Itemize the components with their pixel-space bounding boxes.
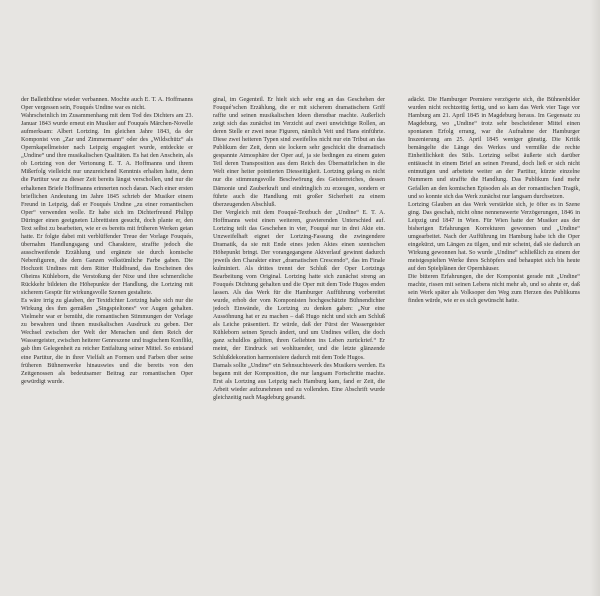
text-column-3 — [408, 96, 580, 592]
paragraph: Die bitteren Erfahrungen, die der Komponist gerade mit „Undine“ machte, rissen mit seinen Lebens nicht mehr ab, und so ahnte er, daß sein Werk später als Volksoper den Weg zum Herzen des Publikums finden würde, wie er es sich gewünscht hatte. — [408, 274, 580, 305]
paragraph: adäckt. Die Hamburger Premiere verzögerte sich, die Bühnenbilder wurden nicht rechtzeitig fertig, und so kam das Werk vier Tage vor Hamburg am 21. April 1845 in Magdeburg heraus. Im Gegensatz zu Magdeburg, wo „Undine“ trotz sehr bescheidener Mittel einen spontanen Erfolg errang, war die Aufnahme der Hamburger Inszenierung am 25. April 1845 weniger günstig. Die Kritik bemängelte die Länge des Werkes und vermißte die rechte Einheitlichkeit des Stils. Lortzing selbst äußerte sich darüber enttäuscht in einem Brief an seinen Freund, doch ließ er sich nicht entmutigen und arbeitete weiter an der Partitur, kürzte einzelne Nummern und straffte die Handlung. Das Publikum fand mehr Gefallen an den komischen Episoden als an der romantischen Tragik, und so konnte sich das Werk zunächst nur langsam durchsetzen. — [408, 97, 580, 200]
paragraph: Lortzing Glauben an das Werk verstärkte sich, je öfter es in Szene ging. Das geschah, nicht ohne nennenswerte Verzögerungen, 1846 in Leipzig und 1847 in Wien. Für Wien hatte der Musiker aus der bisherigen Erfahrungen Korrekturen gewonnen und „Undine“ umgearbeitet. Nach der Aufführung im Hamburg habe ich die Oper eingekürzt, um Längen zu tilgen, und mir scheint, daß sie dadurch an Wirkung gewonnen hat. So wurde „Undine“ schließlich zu einem der meistgespielten Werke ihres Schöpfers und behauptet sich bis heute auf den Spielplänen der Opernhäuser. — [408, 201, 580, 272]
text-column-1 — [21, 96, 193, 592]
text-column-2 — [213, 96, 385, 592]
paragraph: Es wäre irrig zu glauben, der Textdichter Lortzing habe sich nur die Wirkung des ihm gemäßen „Singspieltones“ vor Augen gehalten. Vielmehr war er bemüht, die romantischen Stimmungen der Vorlage zu bewahren und ihnen musikalischen Ausdruck zu geben. Der Wechsel zwischen der Welt der Menschen und dem Reich der Wassergeister, zwischen heiterer Genreszene und tragischem Konflikt, gab ihm Gelegenheit zu reicher Entfaltung seiner Mittel. So entstand eine Partitur, die in ihrer Vielfalt an Formen und Farben über seine früheren Bühnenwerke hinauswies und die bereits von den Zeitgenossen als bedeutsamer Beitrag zur romantischen Oper gewürdigt wurde. — [21, 298, 193, 385]
paragraph: Damals sollte „Undine“ ein Sehnsuchtswerk des Musikers werden. Es begann mit der Komposition, die nur langsam Fortschritte machte. Erst als Lortzing aus Leipzig nach Hamburg kam, fand er Zeit, die Arbeit wieder aufzunehmen und zu vollenden. Eine Abschrift wurde gleichzeitig nach Magdeburg gesandt. — [213, 362, 385, 401]
paragraph: der Ballettbühne wieder verbannen. Mochte auch E. T. A. Hoffmanns Oper vergessen sein, Fouqués Undine war es nicht. — [21, 97, 193, 112]
page-edge-shadow — [590, 0, 600, 596]
paragraph: Wahrscheinlich im Zusammenhang mit dem Tod des Dichters am 23. Januar 1843 wurde erneut ein Musiker auf Fouqués Märchen-Novelle aufmerksam: Albert Lortzing. Im gleichen Jahre 1843, da der Komponist von „Zar und Zimmermann“ oder des „Wildschütz“ als Opernkapellmeister nach Leipzig engagiert wurde, entdeckte er „Undine“ und ihre musikalischen Qualitäten. Es hat den Anschein, als ob Lortzing von der Vertonung E. T. A. Hoffmanns und ihrem Mißerfolg vielleicht nur unzureichend Kenntnis erhalten hatte, denn die Partitur war zu dieser Zeit bereits längst verschollen, und nur die erhaltenen Briefe Hoffmanns erinnerten noch daran. Nach einer ersten brieflichen Andeutung im Jahre 1845 schrieb der Musiker einem Freund in Leipzig, daß er Fouqués Undine „zu einer romantischen Oper“ verwenden wolle. Er habe sich im Dichterfreund Philipp Düringer einen geeigneten Librettisten gesucht, doch plante er, den Text selbst zu bearbeiten, wie er es bereits mit früheren Werken getan hatte. Er folgte dabei mit verblüffender Treue der Vorlage Fouqués, übernahm Handlungsgang und Charaktere, straffte jedoch die ausschweifende Erzählung und ergänzte sie durch komische Nebenfiguren, die dem Ganzen volkstümliche Farbe gaben. Die Hochzeit Undines mit dem Ritter Huldbrand, das Erscheinen des Oheims Kühleborn, die Verstoßung der Nixe und ihre schmerzliche Rückkehr bildeten die Höhepunkte der Handlung, die Lortzing mit sicherem Gespür für wirkungsvolle Szenen gestaltete. — [21, 113, 193, 297]
paragraph: ginal, im Gegenteil. Er hielt sich sehr eng an das Geschehen der Fouqué’schen Erzählung, die er mit sicherem dramatischem Griff raffte und seinen musikalischen Ideen dienstbar machte. Außerlich zeigt sich das zunächst im Verzicht auf zwei unwichtige Rollen, an deren Stelle er zwei neue Figuren, nämlich Veit und Hans einführte. Diese zwei heiteren Typen sind zweifellos nicht nur ein Tribut an das Publikum der Zeit, denn sie lockern sehr geschickt die dramatisch gespannte Atmosphäre der Oper auf, ja sie bedingen zu einem guten Teil deren Transposition aus dem Reich des Übernatürlichen in die Welt einer heiter pointierten Diesseitigkeit. Lortzing gelang es nicht nur die stimmungsvolle Beschwörung des Geisterreiches, dessen Dämonie und Zauberkraft und eindringlich zu erzeugen, sondern er führte auch die Handlung mit großer Sicherheit zu einem überzeugenden Abschluß. — [213, 97, 385, 208]
paragraph: Der Vergleich mit dem Fouqué-Textbuch der „Undine“ E. T. A. Hoffmanns weist einen weiteren, gravierenden Unterschied auf. Lortzing teilt das Geschehen in vier, Fouqué nur in drei Akte ein. Unzweifelhaft eignet der Lortzing-Fassung die zwingendere Dramatik, da sie mit Ende eines jeden Aktes einen szenischen Höhepunkt bringt. Der vorangegangene Aktverlauf gewinnt dadurch jeweils den Charakter einer „dramatischen Crescendo“, das im Finale kulminiert. Als drittes trennt der Schluß der Oper Lortzings Bearbeitung vom Original. Lortzing hatte sich zunächst streng an Fouqués Dichtung gehalten und die Oper mit dem Tode Hugos enden lassen. Als das Werk für die Hamburger Aufführung vorbereitet wurde, erhob der vom Komponisten hochgeschätzte Bühnendichter jedoch Einwände, die Lortzing zu denken gaben: „Nur eine Aussöhnung hat er zu machen – daß Hugo nicht und sich am Schluß als Leiche präsentiert. Er würde, daß der Fürst der Wassergeister Kühleborn seinen Spruch ändert, und um Undines willen, die doch ganz schuldlos gelitten, ihren Geliebten ins Leben zurückrief.“ Er meint, der Eindruck sei wohltuender, und die letzte glänzende Schlußdekoration harmonisiere dadurch mit dem Tode Hugos. — [213, 209, 385, 361]
